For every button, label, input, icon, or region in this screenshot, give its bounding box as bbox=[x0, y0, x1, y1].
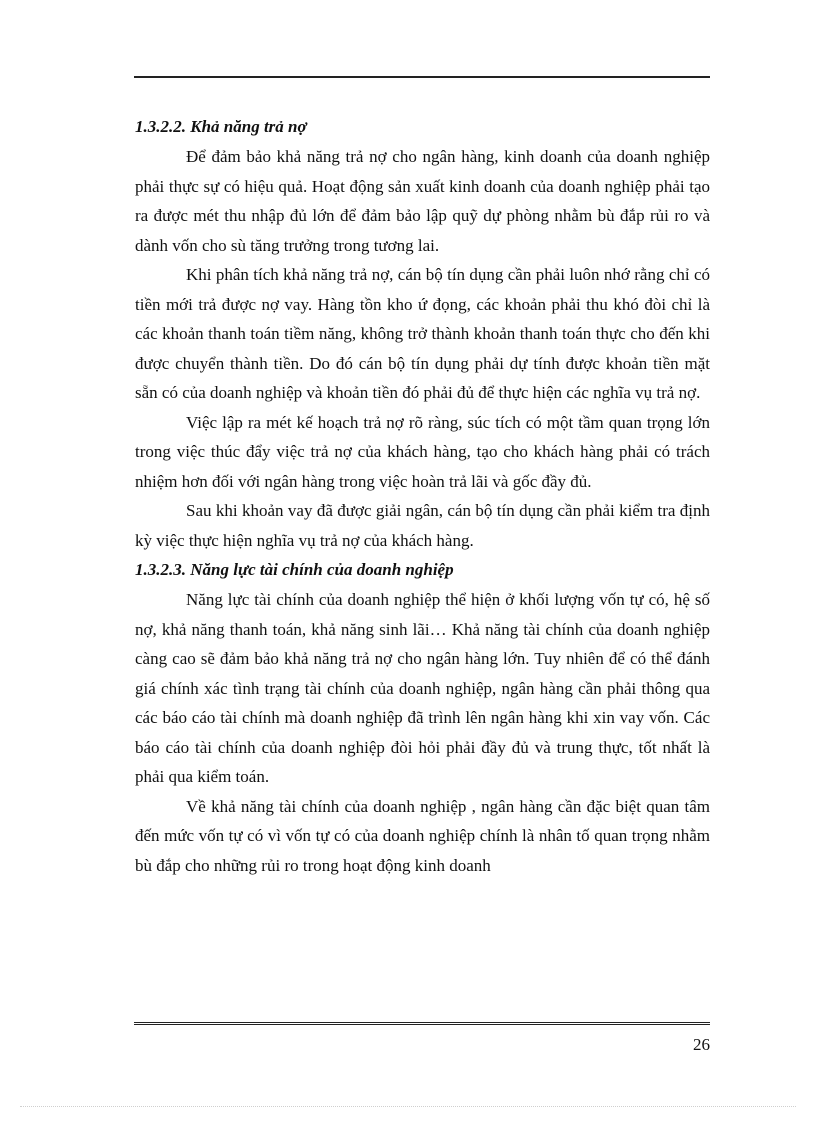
paragraph: Khi phân tích khả năng trả nợ, cán bộ tín dụng cần phải luôn nhớ rằng chỉ có tiền mới trả được nợ vay. Hàng tồn kho ứ đọng, các khoản phải thu khó đòi chỉ là các khoản thanh toán tiềm năng, không trở thành khoản thanh toán thực cho đến khi được chuyển thành tiền. Do đó cán bộ tín dụng phải dự tính được khoản tiền mặt sẵn có của doanh nghiệp và khoản tiền đó phải đủ để thực hiện các nghĩa vụ trả nợ. bbox=[135, 265, 710, 402]
section-heading-nang-luc-tai-chinh: 1.3.2.3. Năng lực tài chính của doanh nghiệp bbox=[135, 560, 454, 579]
page-number: 26 bbox=[693, 1035, 710, 1054]
header-rule bbox=[134, 76, 710, 78]
paragraph: Sau khi khoản vay đã được giải ngân, cán bộ tín dụng cần phải kiểm tra định kỳ việc thực hiện nghĩa vụ trả nợ của khách hàng. bbox=[135, 501, 710, 550]
page-content bbox=[135, 112, 710, 880]
paragraph: Về khả năng tài chính của doanh nghiệp , ngân hàng cần đặc biệt quan tâm đến mức vốn tự có vì vốn tự có của doanh nghiệp chính là nhân tố quan trọng nhằm bù đắp cho những rủi ro trong hoạt động kinh doanh bbox=[135, 796, 710, 875]
paragraph: Việc lập ra mét kế hoạch trả nợ rõ ràng, súc tích có một tầm quan trọng lớn trong việc thúc đẩy việc trả nợ của khách hàng, tạo cho khách hàng phải có trách nhiệm hơn đối với ngân hàng trong việc hoàn trả lãi và gốc đầy đủ. bbox=[135, 412, 710, 491]
footer-rule-double bbox=[134, 1022, 710, 1025]
section-heading-kha-nang-tra-no: 1.3.2.2. Khả năng trả nợ bbox=[135, 117, 307, 136]
paragraph: Để đảm bảo khả năng trả nợ cho ngân hàng, kinh doanh của doanh nghiệp phải thực sự có hiệu quả. Hoạt động sản xuất kinh doanh của doanh nghiệp phải tạo ra được mét thu nhập đủ lớn để đảm bảo lập quỹ dự phòng nhằm bù đắp rủi ro và dành vốn cho sù tăng trưởng trong tương lai. bbox=[135, 147, 710, 255]
page-edge-dotted-line bbox=[20, 1106, 796, 1107]
paragraph: Năng lực tài chính của doanh nghiệp thể hiện ở khối lượng vốn tự có, hệ số nợ, khả năng thanh toán, khả năng sinh lãi… Khả năng tài chính của doanh nghiệp càng cao sẽ đảm bảo khả năng trả nợ cho ngân hàng lớn. Tuy nhiên để có thể đánh giá chính xác tình trạng tài chính của doanh nghiệp, ngân hàng cần phải thông qua các báo cáo tài chính mà doanh nghiệp đã trình lên ngân hàng khi xin vay vốn. Các báo cáo tài chính của doanh nghiệp đòi hỏi phải đầy đủ và trung thực, tốt nhất là phải qua kiểm toán. bbox=[135, 590, 710, 786]
